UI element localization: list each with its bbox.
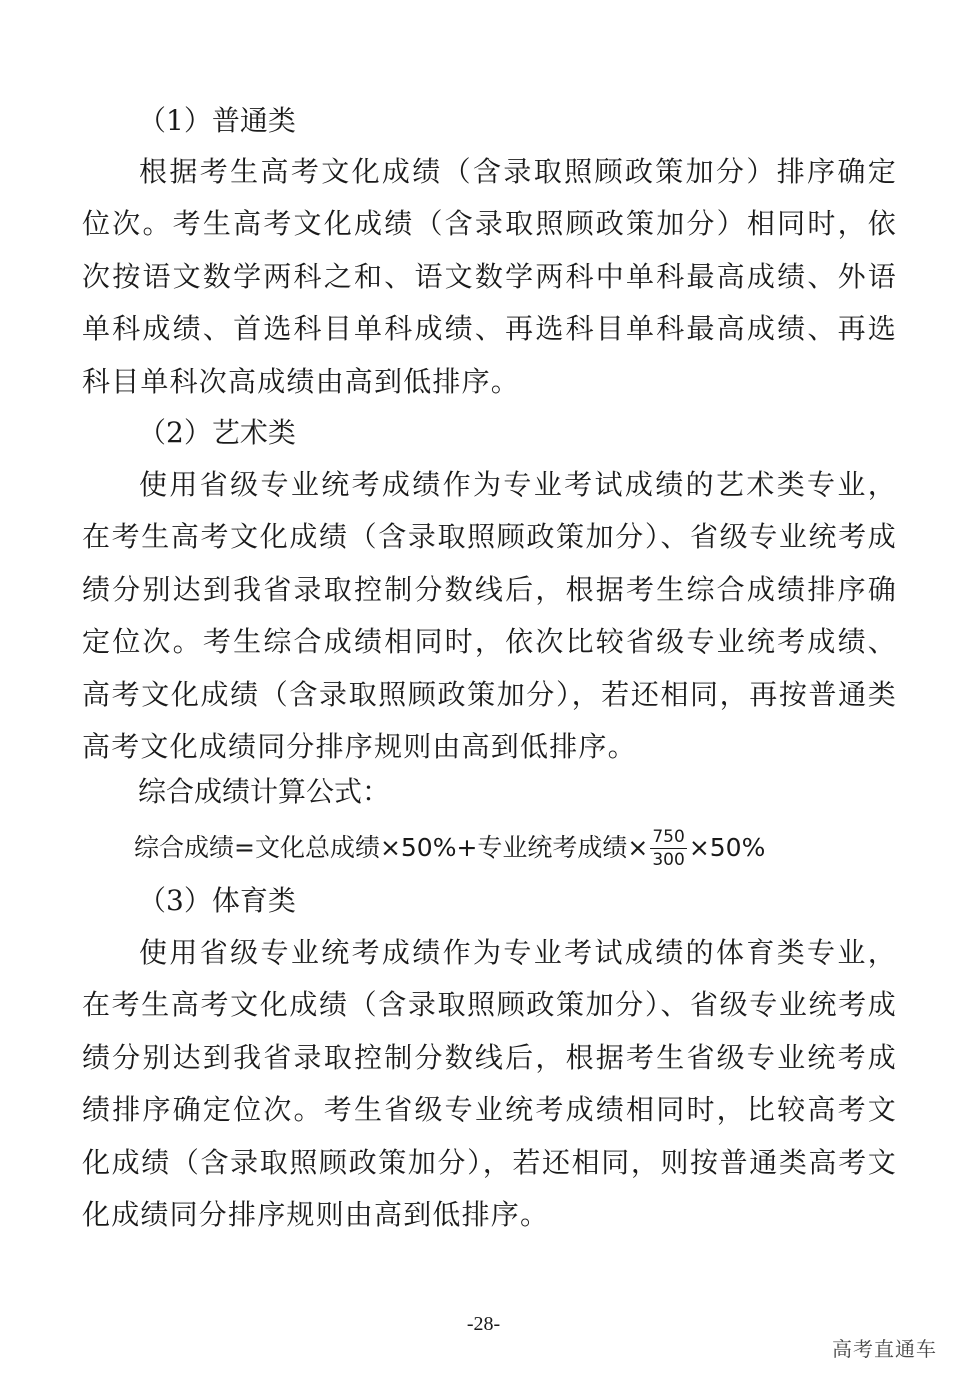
composite-score-formula [134,822,765,874]
section-heading-arts: （2）艺术类 [138,416,296,449]
formula-right-part: ×50% [688,833,766,862]
formula-label: 综合成绩计算公式： [138,775,391,808]
formula-fraction [650,827,686,870]
section-paragraph-sports: 使用省级专业统考成绩作为专业考试成绩的体育类专业，在考生高考文化成绩（含录取照顾政策加分）、省级专业统考成绩分别达到我省录取控制分数线后，根据考生省级专业统考成绩排序确定位次。考生省级专业统考成绩相同时，比较高考文化成绩（含录取照顾政策加分），若还相同，则按普通类高考文化成绩同分排序规则由高到低排序。 [82,936,897,1232]
formula-left-part: 综合成绩=文化总成绩×50%+专业统考成绩× [134,833,649,862]
fraction-denominator: 300 [652,849,685,870]
page-number: -28- [466,1313,501,1335]
section-heading-general: （1）普通类 [138,104,296,137]
section-paragraph-arts: 使用省级专业统考成绩作为专业考试成绩的艺术类专业，在考生高考文化成绩（含录取照顾政策加分）、省级专业统考成绩分别达到我省录取控制分数线后，根据考生综合成绩排序确定位次。考生综合成绩相同时，依次比较省级专业统考成绩、高考文化成绩（含录取照顾政策加分），若还相同，再按普通类高考文化成绩同分排序规则由高到低排序。 [82,468,897,764]
section-heading-sports: （3）体育类 [138,884,296,917]
fraction-numerator: 750 [652,826,685,847]
watermark: 高考直通车 [832,1337,937,1361]
section-paragraph-general: 根据考生高考文化成绩（含录取照顾政策加分）排序确定位次。考生高考文化成绩（含录取照顾政策加分）相同时，依次按语文数学两科之和、语文数学两科中单科最高成绩、外语单科成绩、首选科目单科成绩、再选科目单科最高成绩、再选科目单科次高成绩由高到低排序。 [82,155,897,398]
